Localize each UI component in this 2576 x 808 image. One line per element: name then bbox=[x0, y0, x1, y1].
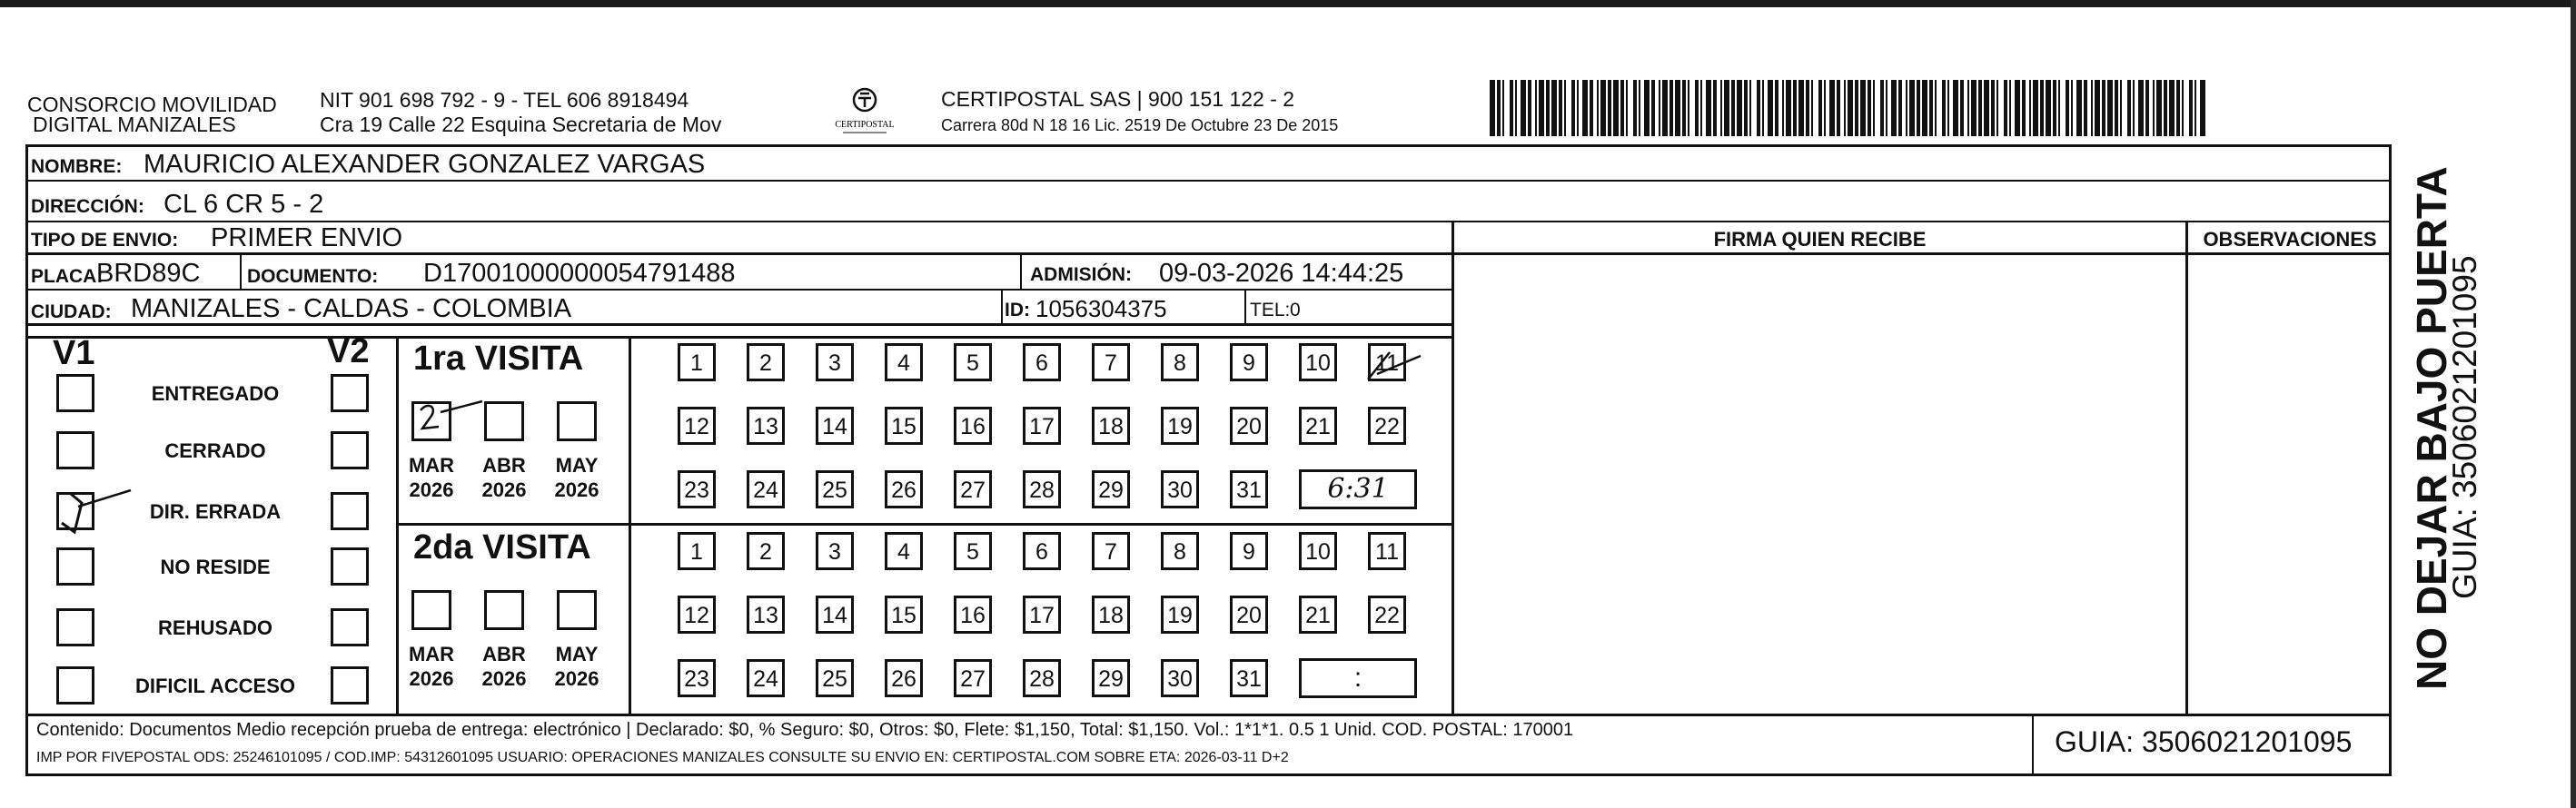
barcode-bar bbox=[1762, 80, 1764, 136]
status-label: DIFICIL ACCESO bbox=[134, 675, 295, 697]
barcode-bar bbox=[1633, 80, 1637, 136]
strike-mark bbox=[1362, 338, 1426, 389]
barcode-bar bbox=[1818, 80, 1822, 136]
month-label bbox=[472, 453, 536, 502]
barcode-bar bbox=[1620, 80, 1624, 136]
barcode-bar bbox=[2107, 80, 2113, 136]
day-checkbox[interactable]: 19 bbox=[1161, 596, 1199, 634]
v1-checkbox[interactable] bbox=[56, 608, 94, 646]
barcode-bar bbox=[2071, 80, 2073, 136]
day-checkbox[interactable]: 18 bbox=[1092, 407, 1130, 445]
day-checkbox[interactable]: 21 bbox=[1299, 407, 1337, 445]
visit-title: 1ra VISITA bbox=[413, 340, 584, 378]
barcode-bar bbox=[1651, 80, 1655, 136]
v2-header: V2 bbox=[327, 332, 370, 370]
barcode-bar bbox=[1922, 80, 1927, 136]
observaciones-header: OBSERVACIONES bbox=[2203, 228, 2377, 251]
barcode-bar bbox=[1510, 80, 1513, 136]
barcode-bar bbox=[1824, 80, 1826, 136]
day-checkbox[interactable]: 8 bbox=[1161, 532, 1199, 570]
barcode-bar bbox=[1984, 80, 1989, 136]
day-checkbox[interactable]: 31 bbox=[1230, 470, 1268, 508]
barcode-bar bbox=[1731, 80, 1735, 136]
documento-value: D17001000000054791488 bbox=[423, 259, 736, 288]
barcode-bar bbox=[2156, 80, 2162, 136]
documento-label: DOCUMENTO: bbox=[247, 266, 379, 287]
day-checkbox[interactable]: 5 bbox=[954, 532, 992, 570]
month-year: 2026 bbox=[409, 478, 454, 501]
status-label: DIR. ERRADA bbox=[149, 500, 282, 523]
month-year: 2026 bbox=[481, 667, 527, 690]
day-checkbox[interactable]: 11 bbox=[1368, 532, 1406, 570]
day-checkbox[interactable]: 12 bbox=[678, 596, 716, 634]
barcode-bar bbox=[1644, 80, 1650, 136]
status-label: REHUSADO bbox=[158, 616, 272, 639]
admision-label: ADMISIÓN: bbox=[1030, 264, 1132, 285]
barcode-bar bbox=[1844, 80, 1846, 136]
barcode-bar bbox=[2200, 80, 2205, 136]
month-label bbox=[545, 453, 609, 502]
day-checkbox[interactable]: 15 bbox=[885, 596, 923, 634]
barcode-bar bbox=[1929, 80, 1933, 136]
barcode-bar bbox=[2195, 80, 2196, 136]
day-checkbox[interactable]: 22 bbox=[1368, 407, 1406, 445]
day-checkbox[interactable]: 4 bbox=[885, 343, 923, 381]
barcode-bar bbox=[1947, 80, 1949, 136]
month-checkbox[interactable] bbox=[411, 590, 451, 630]
day-checkbox[interactable]: 17 bbox=[1023, 407, 1061, 445]
v1-checkbox[interactable] bbox=[56, 374, 94, 412]
barcode-bar bbox=[2058, 80, 2060, 136]
day-checkbox[interactable]: 19 bbox=[1161, 407, 1199, 445]
barcode-bar bbox=[2076, 80, 2082, 136]
id-label: ID: bbox=[1005, 300, 1030, 320]
barcode-bar bbox=[2033, 80, 2038, 136]
day-checkbox[interactable]: 29 bbox=[1092, 470, 1130, 508]
v2-checkbox[interactable] bbox=[331, 374, 369, 412]
barcode-bar bbox=[1626, 80, 1628, 136]
month-year: 2026 bbox=[554, 478, 599, 501]
visit-title: 2da VISITA bbox=[413, 528, 591, 567]
day-checkbox[interactable]: 10 bbox=[1299, 343, 1337, 381]
barcode-bar bbox=[1521, 80, 1526, 136]
handwritten-mark bbox=[413, 396, 486, 441]
v1-checkbox[interactable] bbox=[56, 431, 94, 469]
rule bbox=[629, 336, 631, 714]
month-label bbox=[545, 642, 609, 691]
barcode-bar bbox=[1669, 80, 1673, 136]
barcode-bar bbox=[1855, 80, 1858, 136]
scan-edge bbox=[2571, 0, 2576, 808]
barcode-bar bbox=[1497, 80, 1501, 136]
day-checkbox[interactable]: 23 bbox=[678, 659, 716, 697]
barcode-bar bbox=[1768, 80, 1773, 136]
barcode-bar bbox=[1793, 80, 1797, 136]
v2-checkbox[interactable] bbox=[331, 431, 369, 469]
time-field[interactable]: 6:31 bbox=[1299, 469, 1417, 509]
barcode-bar bbox=[2145, 80, 2149, 136]
barcode-bar bbox=[2182, 80, 2184, 136]
barcode-bar bbox=[1577, 80, 1579, 136]
barcode-bar bbox=[1535, 80, 1537, 136]
barcode-bar bbox=[1898, 80, 1902, 136]
barcode-bar bbox=[1942, 80, 1946, 136]
barcode-bar bbox=[1786, 80, 1791, 136]
barcode-bar bbox=[2120, 80, 2122, 136]
barcode-bar bbox=[1848, 80, 1853, 136]
id-value: 1056304375 bbox=[1035, 295, 1167, 322]
barcode-bar bbox=[1695, 80, 1699, 136]
barcode-bar bbox=[2095, 80, 2100, 136]
scan-edge bbox=[0, 0, 2576, 7]
tel-label: TEL: bbox=[1250, 300, 1291, 320]
barcode-bar bbox=[1546, 80, 1550, 136]
day-checkbox[interactable]: 10 bbox=[1299, 532, 1337, 570]
barcode-bar bbox=[1659, 80, 1660, 136]
day-checkbox[interactable]: 7 bbox=[1092, 532, 1130, 570]
barcode-bar bbox=[1639, 80, 1640, 136]
barcode-bar bbox=[1906, 80, 1907, 136]
warning-vertical: NO DEJAR BAJO PUERTA bbox=[2408, 166, 2455, 690]
day-checkbox[interactable]: 13 bbox=[747, 596, 785, 634]
rule bbox=[396, 336, 399, 714]
placa-value: BRD89C bbox=[96, 259, 201, 288]
month-checkbox[interactable] bbox=[557, 590, 597, 630]
barcode-bar bbox=[1582, 80, 1588, 136]
barcode-bar bbox=[2138, 80, 2144, 136]
admision-value: 09-03-2026 14:44:25 bbox=[1159, 259, 1404, 288]
rule bbox=[2185, 221, 2188, 714]
barcode-bar bbox=[1860, 80, 1866, 136]
barcode-bar bbox=[1559, 80, 1562, 136]
day-checkbox[interactable]: 26 bbox=[885, 470, 923, 508]
barcode-bar bbox=[1873, 80, 1875, 136]
ciudad-label: CIUDAD: bbox=[31, 301, 112, 322]
barcode-bar bbox=[2169, 80, 2175, 136]
barcode-bar bbox=[1782, 80, 1784, 136]
nombre-label: NOMBRE: bbox=[31, 156, 123, 177]
day-checkbox[interactable]: 26 bbox=[885, 659, 923, 697]
barcode-bar bbox=[2133, 80, 2135, 136]
day-checkbox[interactable]: 23 bbox=[678, 470, 716, 508]
placa-label: PLACA: bbox=[31, 266, 104, 287]
month-year: 2026 bbox=[481, 478, 527, 501]
barcode-bar bbox=[1502, 80, 1504, 136]
barcode-bar bbox=[2004, 80, 2007, 136]
day-checkbox[interactable]: 15 bbox=[885, 407, 923, 445]
courier-address: Carrera 80d N 18 16 Lic. 2519 De Octubre 23 De 2015 bbox=[941, 116, 1339, 134]
day-checkbox[interactable]: 30 bbox=[1161, 659, 1199, 697]
barcode-bar bbox=[2015, 80, 2020, 136]
month-name: MAY bbox=[555, 454, 599, 477]
firma-header: FIRMA QUIEN RECIBE bbox=[1713, 228, 1927, 251]
v2-checkbox[interactable] bbox=[331, 608, 369, 646]
day-checkbox[interactable]: 5 bbox=[954, 343, 992, 381]
month-checkbox[interactable] bbox=[484, 401, 524, 441]
barcode-bar bbox=[2102, 80, 2105, 136]
barcode-bar bbox=[1960, 80, 1964, 136]
month-name: MAY bbox=[555, 643, 599, 665]
v2-checkbox[interactable] bbox=[331, 547, 369, 586]
barcode-bar bbox=[1688, 80, 1689, 136]
day-checkbox[interactable]: 22 bbox=[1368, 596, 1406, 634]
rule bbox=[25, 714, 2392, 716]
barcode-bar bbox=[2040, 80, 2044, 136]
sender-address: Cra 19 Calle 22 Esquina Secretaria de Mov bbox=[320, 113, 722, 136]
month-name: ABR bbox=[482, 643, 526, 665]
day-checkbox[interactable]: 13 bbox=[747, 407, 785, 445]
barcode-bar bbox=[2046, 80, 2051, 136]
v1-header: V1 bbox=[53, 334, 95, 372]
day-checkbox[interactable]: 24 bbox=[747, 470, 785, 508]
barcode-bar bbox=[1744, 80, 1748, 136]
barcode-bar bbox=[2164, 80, 2167, 136]
rule bbox=[1020, 252, 1022, 289]
barcode-bar bbox=[2115, 80, 2118, 136]
nombre-value: MAURICIO ALEXANDER GONZALEZ VARGAS bbox=[144, 150, 706, 179]
company-name: CONSORCIO MOVILIDAD bbox=[27, 93, 277, 116]
barcode-bar bbox=[1662, 80, 1668, 136]
rule bbox=[2032, 714, 2034, 776]
time-field[interactable]: : bbox=[1299, 658, 1417, 698]
day-checkbox[interactable]: 7 bbox=[1092, 343, 1130, 381]
day-checkbox[interactable]: 12 bbox=[678, 407, 716, 445]
day-checkbox[interactable]: 3 bbox=[816, 343, 854, 381]
day-checkbox[interactable]: 16 bbox=[954, 407, 992, 445]
day-checkbox[interactable]: 9 bbox=[1230, 532, 1268, 570]
day-checkbox[interactable]: 21 bbox=[1299, 596, 1337, 634]
barcode-bar bbox=[1953, 80, 1958, 136]
barcode-bar bbox=[1613, 80, 1619, 136]
barcode-bar bbox=[1935, 80, 1937, 136]
barcode-bar bbox=[1917, 80, 1920, 136]
check-mark bbox=[54, 487, 136, 541]
day-checkbox[interactable]: 18 bbox=[1092, 596, 1130, 634]
day-checkbox[interactable]: 3 bbox=[816, 532, 854, 570]
guia-number: GUIA: 3506021201095 bbox=[2055, 725, 2353, 758]
month-label bbox=[400, 453, 463, 502]
tipo-envio-value: PRIMER ENVIO bbox=[211, 223, 403, 252]
day-checkbox[interactable]: 27 bbox=[954, 659, 992, 697]
barcode-bar bbox=[2029, 80, 2031, 136]
rule bbox=[396, 523, 1453, 526]
status-label: NO RESIDE bbox=[160, 556, 271, 578]
rule bbox=[25, 221, 2392, 222]
barcode-bar bbox=[1590, 80, 1593, 136]
barcode-bar bbox=[2022, 80, 2026, 136]
day-checkbox[interactable]: 20 bbox=[1230, 407, 1268, 445]
barcode bbox=[1490, 80, 2212, 136]
barcode-bar bbox=[1996, 80, 1998, 136]
v1-checkbox[interactable] bbox=[56, 666, 94, 705]
barcode-bar bbox=[1600, 80, 1606, 136]
month-label bbox=[400, 642, 463, 691]
barcode-bar bbox=[2091, 80, 2093, 136]
barcode-bar bbox=[1757, 80, 1760, 136]
month-checkbox[interactable] bbox=[557, 401, 597, 441]
day-checkbox[interactable]: 2 bbox=[747, 532, 785, 570]
day-checkbox[interactable]: 1 bbox=[678, 532, 716, 570]
month-name: ABR bbox=[482, 454, 526, 477]
day-checkbox[interactable]: 4 bbox=[885, 532, 923, 570]
barcode-bar bbox=[1539, 80, 1544, 136]
barcode-bar bbox=[1515, 80, 1517, 136]
barcode-bar bbox=[1880, 80, 1884, 136]
imp-line: IMP POR FIVEPOSTAL ODS: 25246101095 / COD.IMP: 54312601095 USUARIO: OPERACIONES MANIZALES CONSULTE SU ENVIO EN: CERTIPOSTAL.COM SOBRE ETA: 2026-03-11 D+2 bbox=[36, 750, 1289, 765]
month-name: MAR bbox=[408, 454, 455, 477]
barcode-bar bbox=[1571, 80, 1575, 136]
courier-name: CERTIPOSTAL SAS | 900 151 122 - 2 bbox=[941, 87, 1295, 111]
day-checkbox[interactable]: 31 bbox=[1230, 659, 1268, 697]
day-checkbox[interactable]: 17 bbox=[1023, 596, 1061, 634]
month-year: 2026 bbox=[409, 667, 454, 690]
day-checkbox[interactable]: 6 bbox=[1023, 532, 1061, 570]
day-checkbox[interactable]: 14 bbox=[816, 596, 854, 634]
barcode-bar bbox=[1682, 80, 1686, 136]
barcode-bar bbox=[1749, 80, 1751, 136]
v2-checkbox[interactable] bbox=[331, 666, 369, 705]
status-label: CERRADO bbox=[164, 439, 266, 462]
barcode-bar bbox=[2009, 80, 2011, 136]
day-checkbox[interactable]: 30 bbox=[1161, 470, 1199, 508]
barcode-bar bbox=[1528, 80, 1531, 136]
rule bbox=[25, 289, 1453, 291]
barcode-bar bbox=[1608, 80, 1611, 136]
barcode-bar bbox=[2153, 80, 2155, 136]
barcode-bar bbox=[1724, 80, 1729, 136]
barcode-bar bbox=[2053, 80, 2056, 136]
barcode-bar bbox=[1798, 80, 1804, 136]
month-checkbox[interactable] bbox=[484, 590, 524, 630]
direccion-label: DIRECCIÓN: bbox=[31, 196, 144, 217]
contenido-line: Contenido: Documentos Medio recepción prueba de entrega: electrónico | Declarado: $0, % Seguro: $0, Otros: $0, Flete: $1,150, Total: $1,150. Vol.: 1*1*1. 0.5 1 Unid. COD. POSTAL: 170001 bbox=[36, 720, 1574, 740]
barcode-bar bbox=[1700, 80, 1702, 136]
rule bbox=[240, 255, 242, 289]
barcode-bar bbox=[1706, 80, 1711, 136]
rule bbox=[1244, 289, 1246, 325]
rule bbox=[1001, 289, 1003, 325]
barcode-bar bbox=[1868, 80, 1871, 136]
barcode-bar bbox=[2176, 80, 2180, 136]
ciudad-value: MANIZALES - CALDAS - COLOMBIA bbox=[131, 294, 572, 323]
barcode-bar bbox=[2066, 80, 2069, 136]
day-checkbox[interactable]: 16 bbox=[954, 596, 992, 634]
status-label: ENTREGADO bbox=[151, 382, 280, 405]
barcode-bar bbox=[1675, 80, 1680, 136]
barcode-bar bbox=[2084, 80, 2087, 136]
barcode-bar bbox=[1991, 80, 1995, 136]
day-checkbox[interactable]: 28 bbox=[1023, 470, 1061, 508]
barcode-bar bbox=[1720, 80, 1722, 136]
day-checkbox[interactable]: 14 bbox=[816, 407, 854, 445]
barcode-bar bbox=[1829, 80, 1835, 136]
day-checkbox[interactable]: 11 bbox=[1368, 343, 1406, 381]
barcode-bar bbox=[1775, 80, 1778, 136]
barcode-bar bbox=[1891, 80, 1897, 136]
day-checkbox[interactable]: 8 bbox=[1161, 343, 1199, 381]
v1-checkbox[interactable] bbox=[56, 547, 94, 586]
rule bbox=[25, 180, 2392, 182]
day-checkbox[interactable]: 29 bbox=[1092, 659, 1130, 697]
barcode-bar bbox=[2127, 80, 2131, 136]
barcode-bar bbox=[1971, 80, 1977, 136]
day-checkbox[interactable]: 25 bbox=[816, 659, 854, 697]
v2-checkbox[interactable] bbox=[331, 492, 369, 530]
barcode-bar bbox=[1597, 80, 1599, 136]
barcode-bar bbox=[1806, 80, 1809, 136]
day-checkbox[interactable]: 28 bbox=[1023, 659, 1061, 697]
barcode-bar bbox=[1978, 80, 1982, 136]
tel-value: 0 bbox=[1290, 300, 1301, 320]
barcode-bar bbox=[1490, 80, 1495, 136]
day-checkbox[interactable]: 20 bbox=[1230, 596, 1268, 634]
barcode-bar bbox=[1886, 80, 1887, 136]
rule bbox=[1451, 221, 1454, 714]
tipo-envio-label: TIPO DE ENVIO: bbox=[31, 230, 179, 251]
barcode-bar bbox=[1737, 80, 1742, 136]
barcode-bar bbox=[1811, 80, 1813, 136]
company-name-2: DIGITAL MANIZALES bbox=[33, 113, 236, 136]
day-checkbox[interactable]: 2 bbox=[747, 343, 785, 381]
day-checkbox[interactable]: 6 bbox=[1023, 343, 1061, 381]
direccion-value: CL 6 CR 5 - 2 bbox=[163, 190, 324, 219]
day-checkbox[interactable]: 9 bbox=[1230, 343, 1268, 381]
day-checkbox[interactable]: 24 bbox=[747, 659, 785, 697]
day-checkbox[interactable]: 1 bbox=[678, 343, 716, 381]
day-checkbox[interactable]: 27 bbox=[954, 470, 992, 508]
guia-vertical: GUIA: 3506021201095 bbox=[2446, 255, 2483, 599]
barcode-bar bbox=[1837, 80, 1840, 136]
barcode-bar bbox=[1551, 80, 1557, 136]
rule bbox=[25, 336, 1453, 339]
month-name: MAR bbox=[408, 643, 455, 665]
barcode-bar bbox=[1967, 80, 1969, 136]
day-checkbox[interactable]: 25 bbox=[816, 470, 854, 508]
barcode-bar bbox=[1564, 80, 1566, 136]
month-label bbox=[472, 642, 536, 691]
certipostal-logo bbox=[828, 85, 901, 140]
barcode-bar bbox=[1713, 80, 1717, 136]
barcode-bar bbox=[1909, 80, 1915, 136]
month-year: 2026 bbox=[554, 667, 599, 690]
barcode-bar bbox=[2189, 80, 2193, 136]
svg-text:CERTIPOSTAL: CERTIPOSTAL bbox=[835, 120, 895, 130]
nit-line: NIT 901 698 792 - 9 - TEL 606 8918494 bbox=[320, 88, 689, 112]
